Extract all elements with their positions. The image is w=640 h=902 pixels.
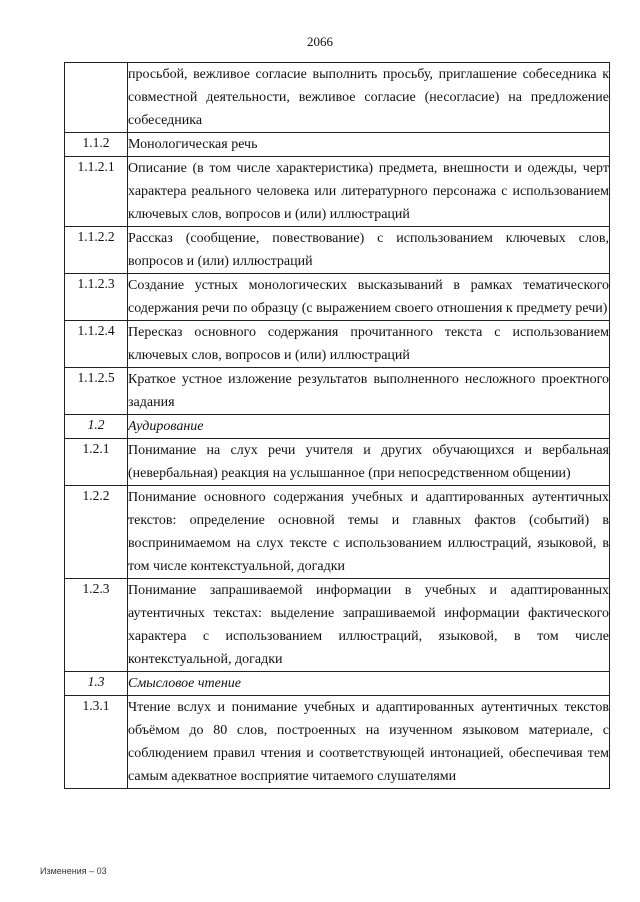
footer-revision-note: Изменения – 03: [40, 866, 107, 876]
section-number: 1.2: [65, 415, 128, 439]
row-text: Монологическая речь: [128, 133, 610, 157]
row-number: 1.3.1: [65, 696, 128, 789]
table-row: [65, 133, 610, 157]
row-number: 1.2.2: [65, 486, 128, 579]
row-number: 1.1.2.2: [65, 227, 128, 274]
section-title: Аудирование: [128, 415, 610, 439]
table-row: [65, 274, 610, 321]
row-number: 1.2.1: [65, 439, 128, 486]
row-text: Чтение вслух и понимание учебных и адаптированных аутентичных текстов объёмом до 80 слов, построенных на изученном языковом материале, с соблюдением правил чтения и соответствующей интонацией, обеспечивая тем самым адекватное восприятие читаемого слушателями: [128, 696, 610, 789]
table-row: [65, 486, 610, 579]
row-text: Описание (в том числе характеристика) предмета, внешности и одежды, черт характера реального человека или литературного персонажа с использованием ключевых слов, вопросов и (или) иллюстраций: [128, 157, 610, 227]
content-table-body: [65, 63, 610, 789]
table-row: [65, 157, 610, 227]
row-text: просьбой, вежливое согласие выполнить просьбу, приглашение собеседника к совместной деятельности, вежливое согласие (несогласие) на предложение собеседника: [128, 63, 610, 133]
row-text: Рассказ (сообщение, повествование) с использованием ключевых слов, вопросов и (или) иллюстраций: [128, 227, 610, 274]
row-number: 1.1.2: [65, 133, 128, 157]
row-text: Краткое устное изложение результатов выполненного несложного проектного задания: [128, 368, 610, 415]
table-row: [65, 368, 610, 415]
table-row: [65, 63, 610, 133]
row-text: Понимание запрашиваемой информации в учебных и адаптированных аутентичных текстах: выделение запрашиваемой информации фактического характера с использованием иллюстраций, языковой, в том числе контекстуальной, догадки: [128, 579, 610, 672]
section-title: Смысловое чтение: [128, 672, 610, 696]
row-text: Пересказ основного содержания прочитанного текста с использованием ключевых слов, вопросов и (или) иллюстраций: [128, 321, 610, 368]
section-heading-row: [65, 672, 610, 696]
row-number: [65, 63, 128, 133]
row-number: 1.1.2.5: [65, 368, 128, 415]
row-number: 1.1.2.3: [65, 274, 128, 321]
row-number: 1.1.2.4: [65, 321, 128, 368]
row-text: Понимание на слух речи учителя и других обучающихся и вербальная (невербальная) реакция на услышанное (при непосредственном общении): [128, 439, 610, 486]
table-row: [65, 579, 610, 672]
section-number: 1.3: [65, 672, 128, 696]
table-row: [65, 696, 610, 789]
row-text: Создание устных монологических высказываний в рамках тематического содержания речи по образцу (с выражением своего отношения к предмету речи): [128, 274, 610, 321]
page-number: 2066: [307, 34, 333, 49]
row-number: 1.1.2.1: [65, 157, 128, 227]
row-text: Понимание основного содержания учебных и адаптированных аутентичных текстов: определение основной темы и главных фактов (событий) в воспринимаемом на слух тексте с использованием иллюстраций, языковой, в том числе контекстуальной, догадки: [128, 486, 610, 579]
content-table: [64, 62, 610, 789]
section-heading-row: [65, 415, 610, 439]
table-row: [65, 439, 610, 486]
table-row: [65, 227, 610, 274]
table-row: [65, 321, 610, 368]
row-number: 1.2.3: [65, 579, 128, 672]
